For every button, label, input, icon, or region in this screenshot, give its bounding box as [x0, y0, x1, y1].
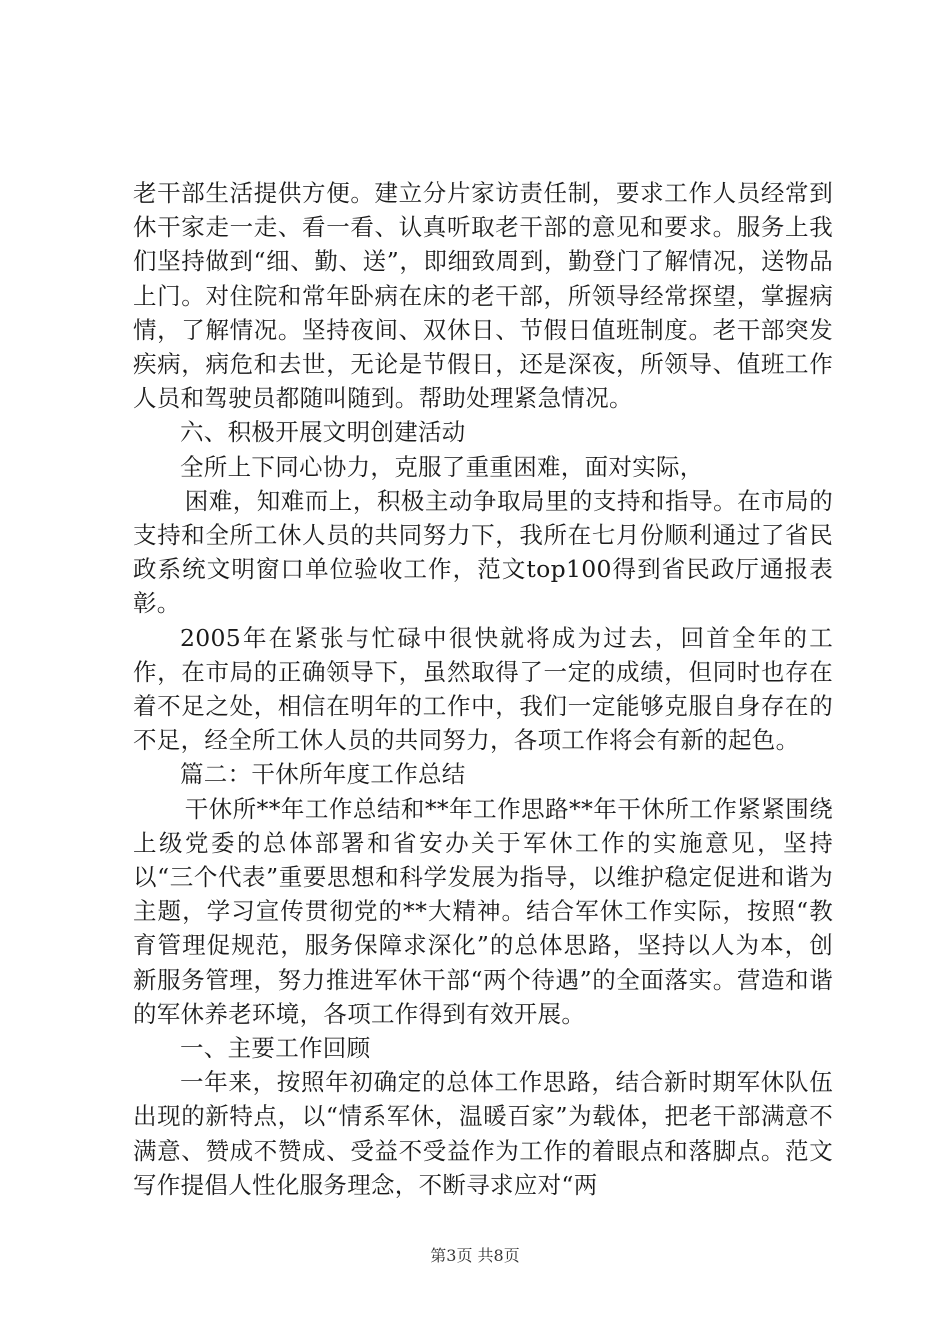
- page-footer: 第3页 共8页: [430, 1246, 520, 1265]
- document-body: [133, 176, 833, 1202]
- paragraph: 一年来，按照年初确定的总体工作思路，结合新时期军休队伍出现的新特点，以“情系军休，温暖百家”为载体，把老干部满意不满意、赞成不赞成、受益不受益作为工作的着眼点和落脚点。范文写作提倡人性化服务理念，不断寻求应对“两: [133, 1068, 833, 1199]
- paragraph: 困难，知难而上，积极主动争取局里的支持和指导。在市局的支持和全所工休人员的共同努力下，我所在七月份顺利通过了省民政系统文明窗口单位验收工作，范文top100得到省民政厅通报表彰。: [133, 486, 833, 618]
- part-heading: 篇二：干休所年度工作总结: [180, 760, 466, 789]
- paragraph: 2005年在紧张与忙碌中很快就将成为过去，回首全年的工作，在市局的正确领导下，虽然取得了一定的成绩，但同时也存在着不足之处，相信在明年的工作中，我们一定能够克服自身存在的不足，经全所工休人员的共同努力，各项工作将会有新的起色。: [133, 623, 833, 755]
- paragraph: 干休所**年工作总结和**年工作思路**年干休所工作紧紧围绕上级党委的总体部署和省安办关于军休工作的实施意见，坚持以“三个代表”重要思想和科学发展为指导，以维护稳定促进和谐为主题，学习宣传贯彻党的**大精神。结合军休工作实际，按照“教育管理促规范，服务保障求深化”的总体思路，坚持以人为本，创新服务管理，努力推进军休干部“两个待遇”的全面落实。营造和谐的军休养老环境，各项工作得到有效开展。: [133, 794, 833, 1028]
- section-heading: 一、主要工作回顾: [180, 1034, 371, 1063]
- paragraph: 老干部生活提供方便。建立分片家访责任制，要求工作人员经常到休干家走一走、看一看、认真听取老干部的意见和要求。服务上我们坚持做到“细、勤、送”，即细致周到，勤登门了解情况，送物品上门。对住院和常年卧病在床的老干部，所领导经常探望，掌握病情，了解情况。坚持夜间、双休日、节假日值班制度。老干部突发疾病，病危和去世，无论是节假日，还是深夜，所领导、值班工作人员和驾驶员都随叫随到。帮助处理紧急情况。: [133, 179, 833, 413]
- paragraph: 全所上下同心协力，克服了重重困难，面对实际，: [180, 452, 704, 481]
- section-heading: 六、积极开展文明创建活动: [180, 418, 466, 447]
